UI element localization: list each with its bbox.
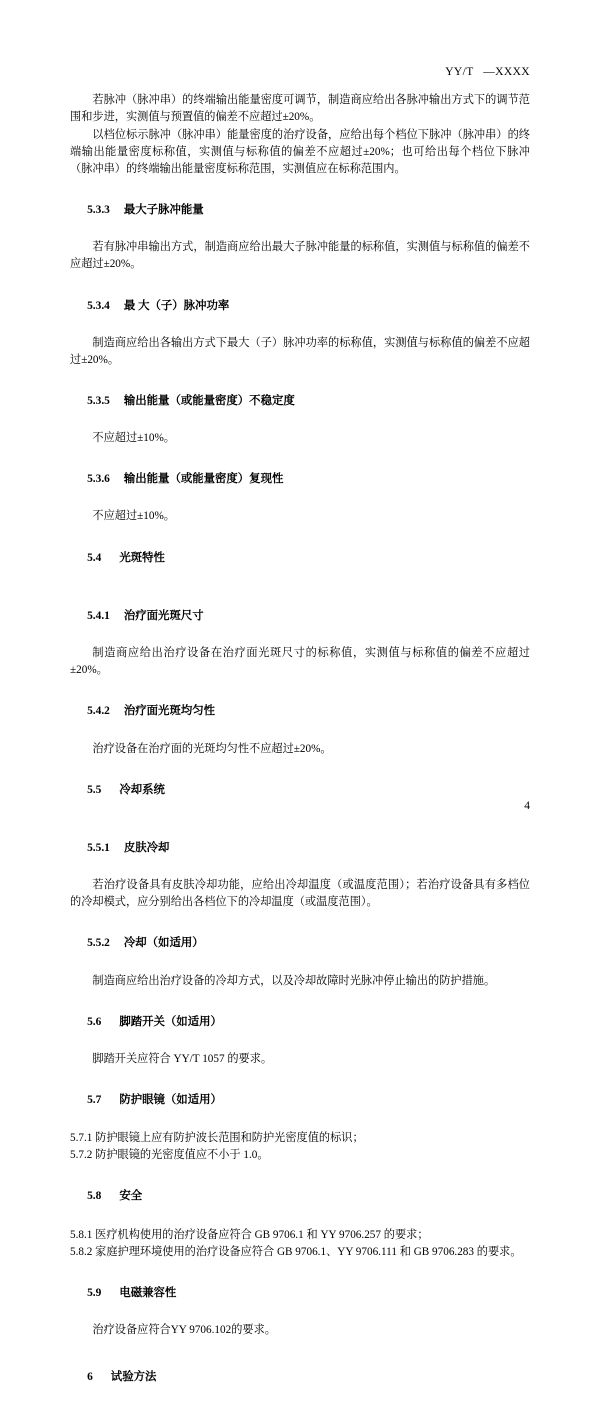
section-title: 防护眼镜（如适用） [119, 1094, 222, 1106]
intro-paragraph-1: 若脉冲（脉冲串）的终端输出能量密度可调节，制造商应给出各脉冲输出方式下的调节范围和步进，实测值与预置值的偏差不应超过±20%。 [70, 94, 530, 124]
section-heading-5-4-2 [70, 686, 530, 737]
section-title: 输出能量（或能量密度）不稳定度 [123, 394, 295, 407]
section-heading-5-5-1 [70, 823, 530, 874]
section-5-4-2-paragraph: 治疗设备在治疗面的光斑均匀性不应超过±20%。 [92, 742, 332, 755]
section-number: 5.7 [87, 1094, 102, 1106]
section-heading-5-3-3 [70, 185, 530, 236]
document-body [70, 92, 530, 1406]
section-5-6-paragraph: 脚踏开关应符合 YY/T 1057 的要求。 [92, 1052, 273, 1065]
section-number: 5.4.1 [87, 609, 110, 622]
section-number: 5.4.2 [87, 705, 110, 718]
section-5-3-5-paragraph: 不应超过±10%。 [92, 432, 175, 445]
section-heading-5-6 [70, 997, 530, 1048]
section-5-5-1-paragraph: 若治疗设备具有皮肤冷却功能，应给出冷却温度（或温度范围）；若治疗设备具有多档位的冷却模式，应分别给出各档位下的冷却温度（或温度范围）。 [70, 879, 530, 909]
section-5-3-6-paragraph: 不应超过±10%。 [92, 510, 175, 523]
section-number: 5.3.3 [87, 204, 110, 217]
section-number: 5.5.2 [87, 937, 110, 950]
section-number: 5.8 [87, 1190, 102, 1203]
clause-5-8-1: 5.8.1 医疗机构使用的治疗设备应符合 GB 9706.1 和 YY 9706.257 的要求； [70, 1228, 429, 1241]
page-header: YY/T —XXXX [445, 66, 530, 78]
clause-5-7-1: 5.7.1 防护眼镜上应有防护波长范围和防护光密度值的标识； [70, 1132, 364, 1145]
section-title: 最大子脉冲能量 [123, 204, 204, 217]
section-number: 5.5.1 [87, 841, 110, 854]
section-title: 光斑特性 [119, 551, 165, 564]
section-heading-5-4-1 [70, 591, 530, 642]
section-number: 5.3.5 [87, 394, 110, 407]
section-title: 最 大（子）脉冲功率 [123, 299, 230, 312]
section-5-3-3-paragraph: 若有脉冲串输出方式，制造商应给出最大子脉冲能量的标称值，实测值与标称值的偏差不应超过±20%。 [70, 241, 530, 271]
intro-paragraph-2: 以档位标示脉冲（脉冲串）能量密度的治疗设备，应给出每个档位下脉冲（脉冲串）的终端输出能量密度标称值，实测值与标称值的偏差不应超过±20%；也可给出每个档位下脉冲（脉冲串）的终端输出能量密度标称范围，实测值应在标称范围内。 [70, 129, 530, 176]
section-title: 试验方法 [110, 1371, 157, 1384]
section-title: 输出能量（或能量密度）复现性 [123, 473, 284, 486]
section-title: 电磁兼容性 [119, 1286, 177, 1299]
section-title: 皮肤冷却 [123, 841, 170, 854]
section-title: 安全 [119, 1190, 143, 1203]
section-number: 5.5 [87, 783, 102, 796]
section-title: 冷却（如适用） [123, 937, 204, 950]
section-heading-6 [70, 1352, 530, 1403]
section-heading-5-9 [70, 1268, 530, 1319]
section-heading-5-7 [70, 1075, 530, 1126]
clause-5-8-2: 5.8.2 家庭护理环境使用的治疗设备应符合 GB 9706.1、YY 9706.111 和 GB 9706.283 的要求。 [70, 1245, 522, 1258]
section-title: 治疗面光斑尺寸 [123, 609, 204, 622]
section-number: 6 [87, 1371, 93, 1384]
section-heading-5-5-2 [70, 918, 530, 969]
section-title: 冷却系统 [119, 783, 165, 796]
section-heading-5-5 [70, 765, 530, 816]
section-5-5-2-paragraph: 制造商应给出治疗设备的冷却方式，以及冷却故障时光脉冲停止输出的防护措施。 [92, 974, 496, 987]
section-5-9-paragraph: 治疗设备应符合YY 9706.102的要求。 [92, 1323, 276, 1336]
page-number: 4 [524, 800, 530, 812]
section-number: 5.6 [87, 1015, 102, 1028]
section-title: 脚踏开关（如适用） [119, 1015, 222, 1028]
section-number: 5.4 [87, 551, 102, 564]
section-title: 治疗面光斑均匀性 [123, 705, 216, 718]
section-heading-5-3-6 [70, 454, 530, 505]
clause-5-7-2: 5.7.2 防护眼镜的光密度值应不小于 1.0。 [70, 1149, 269, 1162]
section-heading-5-3-5 [70, 376, 530, 427]
section-heading-5-3-4 [70, 280, 530, 331]
section-5-4-1-paragraph: 制造商应给出治疗设备在治疗面光斑尺寸的标称值，实测值与标称值的偏差不应超过±20%。 [70, 647, 530, 677]
section-number: 5.3.6 [87, 473, 110, 486]
section-number: 5.9 [87, 1286, 102, 1299]
section-heading-5-4 [70, 532, 530, 583]
section-heading-5-8 [70, 1171, 530, 1222]
section-number: 5.3.4 [87, 299, 110, 312]
section-5-3-4-paragraph: 制造商应给出各输出方式下最大（子）脉冲功率的标称值，实测值与标称值的偏差不应超过±20%。 [70, 336, 530, 366]
